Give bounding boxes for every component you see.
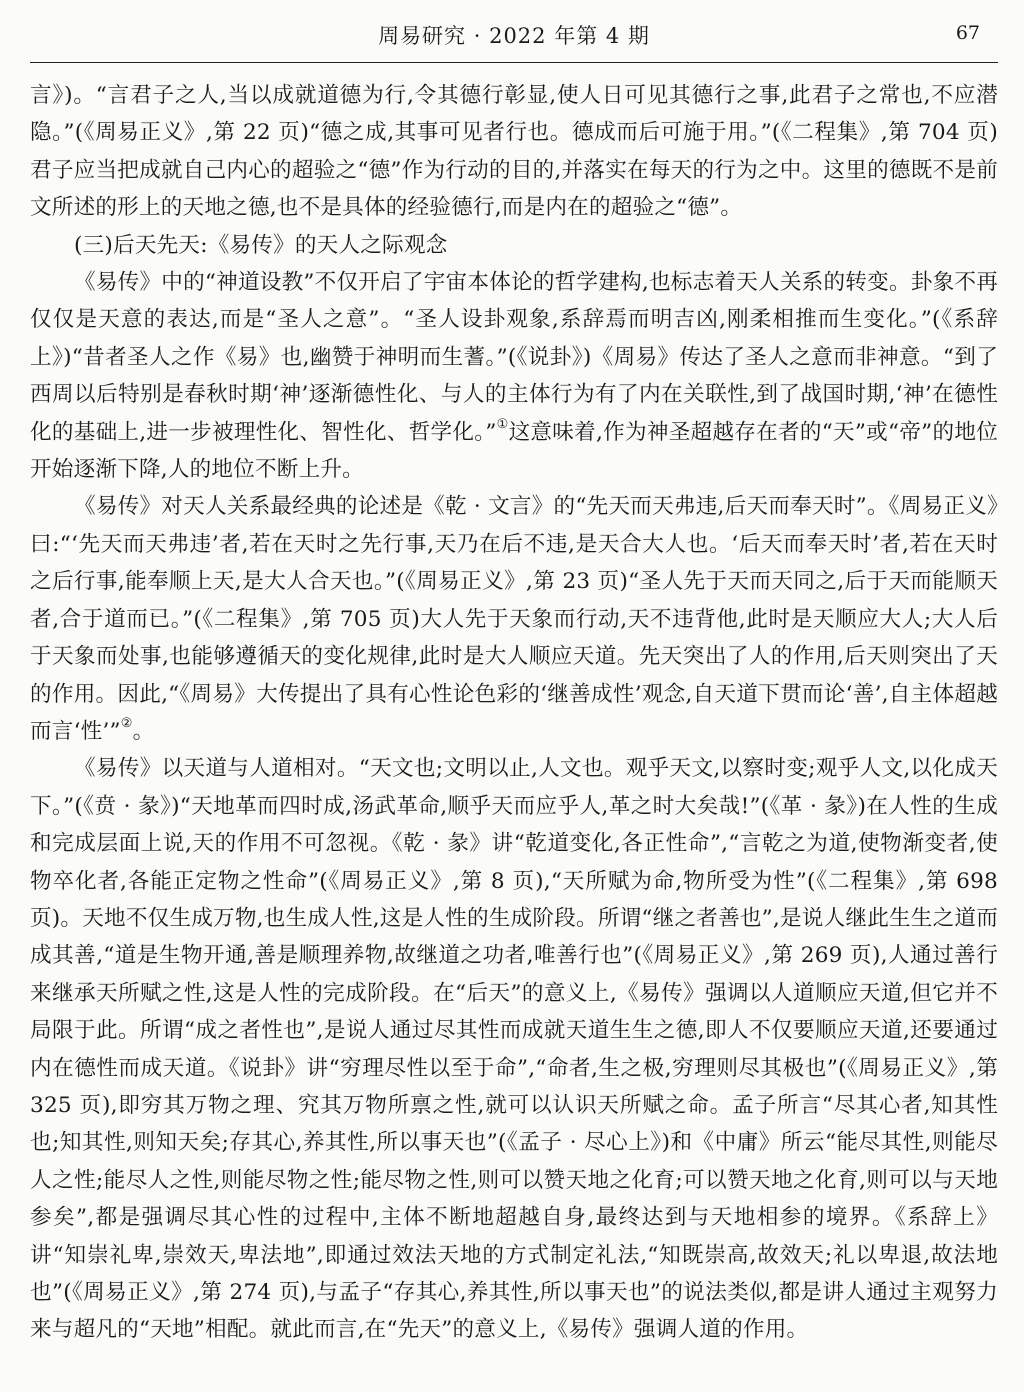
paragraph-2-text-a: 《易传》中的“神道设教”不仅开启了宇宙本体论的哲学建构,也标志着天人关系的转变。卦象不再仅仅是天意的表达,而是“圣人之意”。“圣人设卦观象,系辞焉而明吉凶,刚柔相推而生变化。”(《系辞上》)“昔者圣人之作《易》也,幽赞于神明而生蓍。”(《说卦》)《周易》传达了圣人之意而非神意。“到了西周以后特别是春秋时期‘神’逐渐德性化、与人的主体行为有了内在关联性,到了战国时期,‘神’在德性化的基础上,进一步被理性化、智性化、哲学化。” — [30, 270, 998, 445]
paragraph-3-text-a: 《易传》对天人关系最经典的论述是《乾 · 文言》的“先天而天弗违,后天而奉天时”。《周易正义》曰:“‘先天而天弗违’者,若在天时之先行事,天乃在后不违,是天合大人也。‘后天而奉天时’者,若在天时之后行事,能奉顺上天,是大人合天也。”(《周易正义》,第 23 页)“圣人先于天而天同之,后于天而能顺天者,合于道而已。”(《二程集》,第 705 页)大人先于天象而行动,天不违背他,此时是天顺应大人;大人后于天象而处事,也能够遵循天的变化规律,此时是大人顺应天道。先天突出了人的作用,后天则突出了天的作用。因此,“《周易》大传提出了具有心性论色彩的‘继善成性’观念,自天道下贯而论‘善’,自主体超越而言‘性’” — [30, 494, 998, 744]
paragraph-2 — [30, 264, 998, 488]
paragraph-3-text-b: 。 — [132, 718, 155, 744]
journal-title: 周易研究 · 2022 年第 4 期 — [378, 24, 650, 48]
page-number: 67 — [955, 22, 980, 44]
footnote-marker-2: ② — [120, 715, 133, 731]
running-header — [30, 0, 998, 63]
paragraph-4: 《易传》以天道与人道相对。“天文也;文明以止,人文也。观乎天文,以察时变;观乎人文,以化成天下。”(《贲 · 彖》)“天地革而四时成,汤武革命,顺乎天而应乎人,革之时大矣哉!”(《革 · 彖》)在人性的生成和完成层面上说,天的作用不可忽视。《乾 · 彖》讲“乾道变化,各正性命”,“言乾之为道,使物渐变者,使物卒化者,各能正定物之性命”(《周易正义》,第 8 页),“天所赋为命,物所受为性”(《二程集》,第 698 页)。天地不仅生成万物,也生成人性,这是人性的生成阶段。所谓“继之者善也”,是说人继此生生之道而成其善,“道是生物开通,善是顺理养物,故继道之功者,唯善行也”(《周易正义》,第 269 页),人通过善行来继承天所赋之性,这是人性的完成阶段。在“后天”的意义上,《易传》强调以人道顺应天道,但它并不局限于此。所谓“成之者性也”,是说人通过尽其性而成就天道生生之德,即人不仅要顺应天道,还要通过内在德性而成天道。《说卦》讲“穷理尽性以至于命”,“命者,生之极,穷理则尽其极也”(《周易正义》,第 325 页),即穷其万物之理、究其万物所禀之性,就可以认识天所赋之命。孟子所言“尽其心者,知其性也;知其性,则知天矣;存其心,养其性,所以事天也”(《孟子 · 尽心上》)和《中庸》所云“能尽其性,则能尽人之性;能尽人之性,则能尽物之性;能尽物之性,则可以赞天地之化育;可以赞天地之化育,则可以与天地参矣”,都是强调尽其心性的过程中,主体不断地超越自身,最终达到与天地相参的境界。《系辞上》讲“知崇礼卑,崇效天,卑法地”,即通过效法天地的方式制定礼法,“知既崇高,故效天;礼以卑退,故法地也”(《周易正义》,第 274 页),与孟子“存其心,养其性,所以事天也”的说法类似,都是讲人通过主观努力来与超凡的“天地”相配。就此而言,在“先天”的意义上,《易传》强调人道的作用。 — [30, 756, 998, 1343]
article-body — [30, 63, 998, 1349]
paragraph-3 — [30, 488, 998, 750]
footnote-marker-1: ① — [496, 416, 509, 432]
paragraph-1: 言》)。“言君子之人,当以成就道德为行,令其德行彰显,使人日可见其德行之事,此君子之常也,不应潜隐。”(《周易正义》,第 22 页)“德之成,其事可见者行也。德成而后可施于用。”(《二程集》,第 704 页)君子应当把成就自己内心的超验之“德”作为行动的目的,并落实在每天的行为之中。这里的德既不是前文所述的形上的天地之德,也不是具体的经验德行,而是内在的超验之“德”。 — [30, 83, 998, 221]
section-heading: (三)后天先天:《易传》的天人之际观念 — [74, 232, 448, 258]
paragraph-2-text-b: 这意味着,作为神圣超越存在者的“天”或“帝”的地位开始逐渐下降,人的地位不断上升。 — [30, 419, 998, 483]
